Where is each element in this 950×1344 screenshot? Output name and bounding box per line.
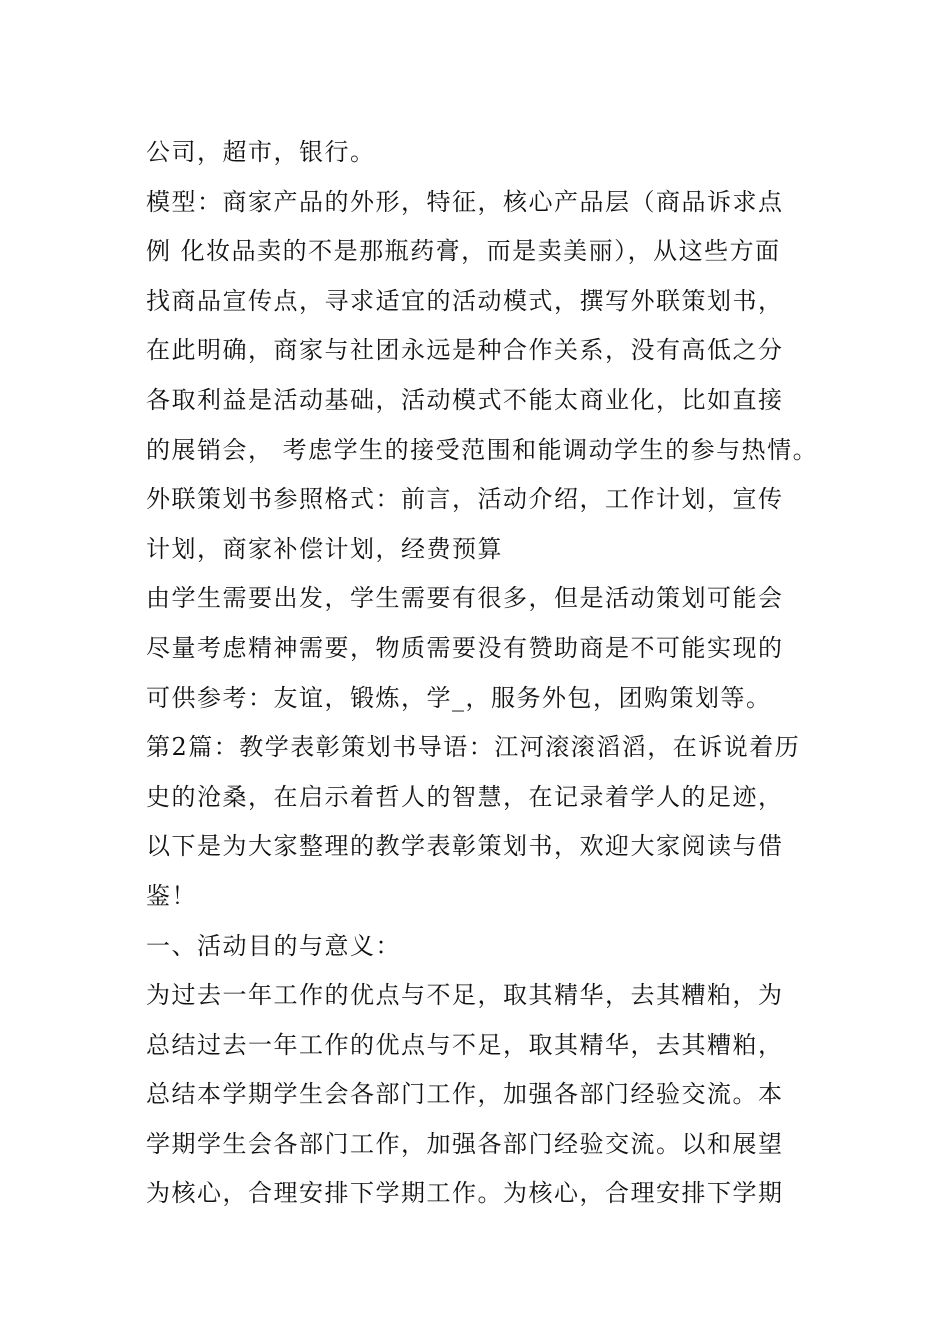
text-line: 总结过去一年工作的优点与不足，取其精华，去其糟粕，	[146, 1030, 784, 1059]
text-line: 为核心，合理安排下学期工作。为核心，合理安排下学期	[146, 1179, 784, 1208]
text-line: 例 化妆品卖的不是那瓶药膏，而是卖美丽），从这些方面	[146, 237, 781, 266]
text-line: 史的沧桑，在启示着哲人的智慧，在记录着学人的足迹，	[146, 782, 784, 811]
text-line: 以下是为大家整理的教学表彰策划书，欢迎大家阅读与借	[146, 832, 784, 861]
text-line: 可供参考：友谊，锻炼，学_，服务外包，团购策划等。	[146, 683, 772, 712]
section-heading: 第2篇：教学表彰策划书导语：江河滚滚滔滔，在诉说着历	[146, 733, 801, 762]
subsection-heading: 一、活动目的与意义：	[146, 931, 401, 960]
text-line: 公司，超市，银行。	[146, 138, 376, 166]
text-line: 在此明确，商家与社团永远是种合作关系，没有高低之分	[146, 336, 784, 365]
text-line: 总结本学期学生会各部门工作，加强各部门经验交流。本	[146, 1080, 784, 1109]
text-line: 由学生需要出发，学生需要有很多，但是活动策划可能会	[146, 584, 784, 613]
text-line: 尽量考虑精神需要，物质需要没有赞助商是不可能实现的	[146, 633, 784, 662]
text-line: 鉴！	[146, 881, 197, 910]
text-line: 找商品宣传点，寻求适宜的活动模式，撰写外联策划书，	[146, 286, 784, 315]
text-line: 外联策划书参照格式：前言，活动介绍，工作计划，宣传	[146, 485, 784, 514]
document-body	[146, 128, 826, 1219]
text-line: 学期学生会各部门工作，加强各部门经验交流。以和展望	[146, 1129, 784, 1158]
text-line: 为过去一年工作的优点与不足，取其精华，去其糟粕，为	[146, 981, 784, 1010]
text-line: 各取利益是活动基础，活动模式不能太商业化，比如直接	[146, 385, 784, 414]
text-line: 的展销会， 考虑学生的接受范围和能调动学生的参与热情。	[146, 435, 819, 464]
text-line: 计划，商家补偿计划，经费预算	[146, 534, 503, 563]
text-line: 模型：商家产品的外形，特征，核心产品层（商品诉求点	[146, 187, 784, 216]
